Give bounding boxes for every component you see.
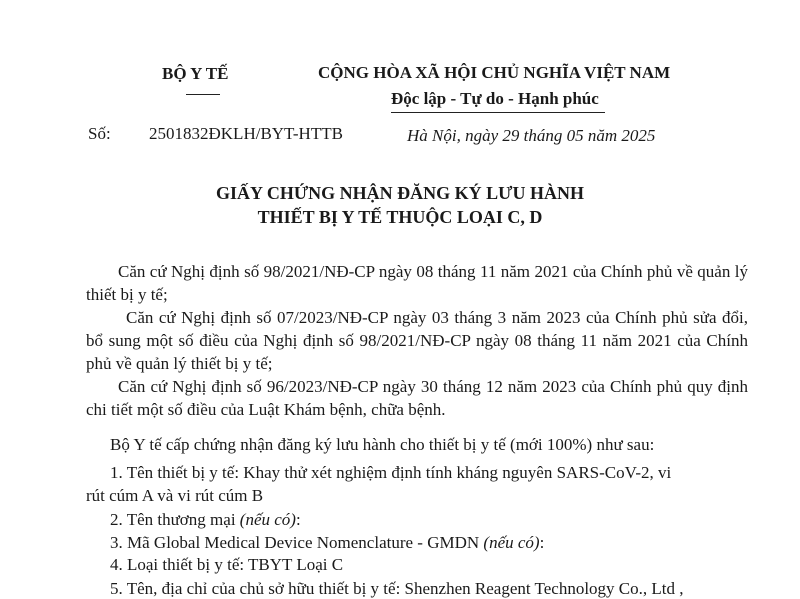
place-date: Hà Nội, ngày 29 tháng 05 năm 2025 [407, 126, 656, 145]
nation-title: CỘNG HÒA XÃ HỘI CHỦ NGHĨA VIỆT NAM [318, 63, 671, 82]
certificate-title-line1: GIẤY CHỨNG NHẬN ĐĂNG KÝ LƯU HÀNH [216, 183, 584, 203]
item-1-line1: 1. Tên thiết bị y tế: Khay thử xét nghiệm định tính kháng nguyên SARS-CoV-2, vi [110, 463, 672, 482]
item-3-colon: : [539, 533, 545, 552]
item-3 [110, 533, 544, 553]
motto: Độc lập - Tự do - Hạnh phúc [391, 89, 599, 108]
basis-paragraph: Căn cứ Nghị định số 07/2023/NĐ-CP ngày 03 tháng 3 năm 2023 của Chính phủ sửa đổi, bổ sung một số điều của Nghị định số 98/2021/NĐ-CP ngày 08 tháng 11 năm 2021 của Chính phủ về quản lý thiết bị y tế; [86, 308, 748, 373]
item-3-text: 3. Mã Global Medical Device Nomenclature - GMDN [110, 533, 484, 552]
basis-paragraph: Căn cứ Nghị định số 96/2023/NĐ-CP ngày 30 tháng 12 năm 2023 của Chính phủ quy định chi tiết một số điều của Luật Khám bệnh, chữa bệnh. [86, 377, 748, 419]
item-2-note: (nếu có) [239, 510, 296, 529]
basis-paragraph: Căn cứ Nghị định số 98/2021/NĐ-CP ngày 08 tháng 11 năm 2021 của Chính phủ về quản lý thiết bị y tế; [86, 262, 748, 304]
ministry-underline [186, 94, 220, 95]
item-2-colon: : [295, 510, 301, 529]
item-2 [110, 510, 301, 530]
item-2-text: 2. Tên thương mại [110, 510, 240, 529]
number-label: Số: [88, 124, 111, 143]
certificate-title-line2: THIẾT BỊ Y TẾ THUỘC LOẠI C, D [257, 207, 543, 227]
document-number: 2501832ĐKLH/BYT-HTTB [149, 124, 343, 143]
item-5: 5. Tên, địa chỉ của chủ sở hữu thiết bị y tế: Shenzhen Reagent Technology Co., Ltd , [110, 579, 684, 598]
item-4: 4. Loại thiết bị y tế: TBYT Loại C [110, 555, 344, 574]
ministry-name: BỘ Y TẾ [162, 64, 229, 83]
item-1-line2: rút cúm A và vi rút cúm B [86, 486, 264, 505]
motto-underline [391, 112, 605, 113]
item-3-note: (nếu có) [483, 533, 540, 552]
intro-line: Bộ Y tế cấp chứng nhận đăng ký lưu hành cho thiết bị y tế (mới 100%) như sau: [110, 435, 655, 454]
legal-basis [86, 260, 748, 421]
